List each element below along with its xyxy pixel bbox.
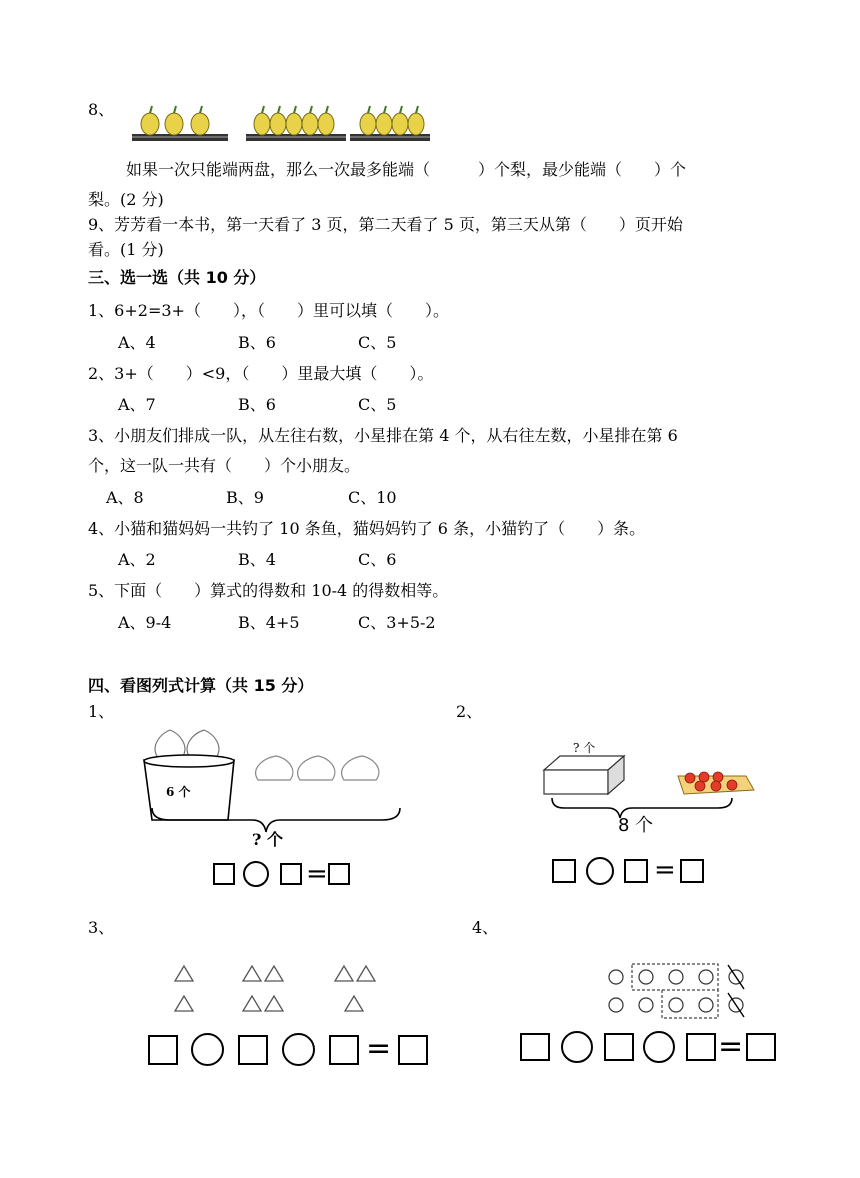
- s3-q5-option-a: A、9-4: [118, 613, 172, 632]
- s3-q3-stem: 3、小朋友们排成一队，从左往右数，小星排在第 4 个，从右往左数，小星排在第 6: [88, 426, 678, 445]
- s3-q1-option-b: B、6: [238, 333, 276, 352]
- s3-q2-option-b: B、6: [238, 395, 276, 414]
- answer-box[interactable]: [148, 1035, 178, 1065]
- p1-peaches-basket-illustration: [140, 728, 410, 828]
- p2-brace-label: 8 个: [618, 815, 654, 836]
- section3-title: 三、选一选（共 10 分）: [88, 268, 266, 287]
- answer-box[interactable]: [280, 863, 302, 885]
- operator-circle[interactable]: [561, 1031, 593, 1063]
- s3-q4-option-b: B、4: [238, 550, 276, 569]
- answer-box[interactable]: [746, 1033, 776, 1061]
- s3-q2-option-c: C、5: [358, 395, 397, 414]
- answer-box[interactable]: [604, 1033, 634, 1061]
- operator-circle[interactable]: [643, 1031, 675, 1063]
- p4-number: 4、: [472, 918, 499, 937]
- answer-box[interactable]: [552, 859, 576, 883]
- answer-box[interactable]: [686, 1033, 716, 1061]
- s3-q4-stem: 4、小猫和猫妈妈一共钓了 10 条鱼，猫妈妈钓了 6 条，小猫钓了（ ）条。: [88, 519, 646, 538]
- answer-box[interactable]: [398, 1035, 428, 1065]
- answer-box[interactable]: [213, 863, 235, 885]
- equals-sign: =: [366, 1031, 392, 1066]
- q8-text-line1: 如果一次只能端两盘，那么一次最多能端（ ）个梨，最少能端（ ）个: [126, 160, 687, 179]
- s3-q1-option-c: C、5: [358, 333, 397, 352]
- s3-q4-option-a: A、2: [118, 550, 156, 569]
- operator-circle[interactable]: [191, 1033, 224, 1066]
- q8-number: 8、: [88, 100, 115, 119]
- operator-circle[interactable]: [586, 857, 614, 885]
- answer-box[interactable]: [624, 859, 648, 883]
- s3-q1-stem: 1、6+2=3+（ ），（ ）里可以填（ ）。: [88, 301, 449, 320]
- p2-number: 2、: [456, 702, 483, 721]
- s3-q3-stem-line2: 个，这一队一共有（ ）个小朋友。: [88, 456, 361, 475]
- operator-circle[interactable]: [243, 861, 269, 887]
- p3-number: 3、: [88, 918, 115, 937]
- s3-q3-option-c: C、10: [348, 488, 397, 507]
- equals-sign: =: [718, 1029, 744, 1064]
- answer-box[interactable]: [328, 863, 350, 885]
- s3-q3-option-a: A、8: [106, 488, 144, 507]
- p1-basket-label: 6 个: [166, 785, 191, 799]
- answer-box[interactable]: [520, 1033, 550, 1061]
- section4-title: 四、看图列式计算（共 15 分）: [88, 676, 314, 695]
- s3-q3-option-b: B、9: [226, 488, 264, 507]
- equals-sign: =: [654, 855, 676, 885]
- s3-q5-option-c: C、3+5-2: [358, 613, 436, 632]
- s3-q5-stem: 5、下面（ ）算式的得数和 10-4 的得数相等。: [88, 581, 449, 600]
- p2-box-label: ? 个: [573, 741, 596, 755]
- q9-text-line1: 9、芳芳看一本书，第一天看了 3 页，第二天看了 5 页，第三天从第（ ）页开始: [88, 215, 683, 234]
- q9-text-line2: 看。(1 分): [88, 240, 164, 259]
- pear-plates-illustration: [130, 98, 460, 144]
- s3-q4-option-c: C、6: [358, 550, 397, 569]
- s3-q1-option-a: A、4: [118, 333, 156, 352]
- operator-circle[interactable]: [282, 1033, 315, 1066]
- s3-q5-option-b: B、4+5: [238, 613, 300, 632]
- p3-triangles-illustration: [174, 964, 384, 1014]
- p1-number: 1、: [88, 702, 115, 721]
- q8-text-line2: 梨。(2 分): [88, 190, 164, 209]
- equals-sign: =: [306, 859, 328, 889]
- p1-brace-label: ? 个: [252, 830, 283, 849]
- answer-box[interactable]: [680, 859, 704, 883]
- p4-circles-illustration: [604, 962, 754, 1022]
- s3-q2-option-a: A、7: [118, 395, 156, 414]
- s3-q2-stem: 2、3+（ ）<9，（ ）里最大填（ ）。: [88, 364, 434, 383]
- answer-box[interactable]: [329, 1035, 359, 1065]
- answer-box[interactable]: [238, 1035, 268, 1065]
